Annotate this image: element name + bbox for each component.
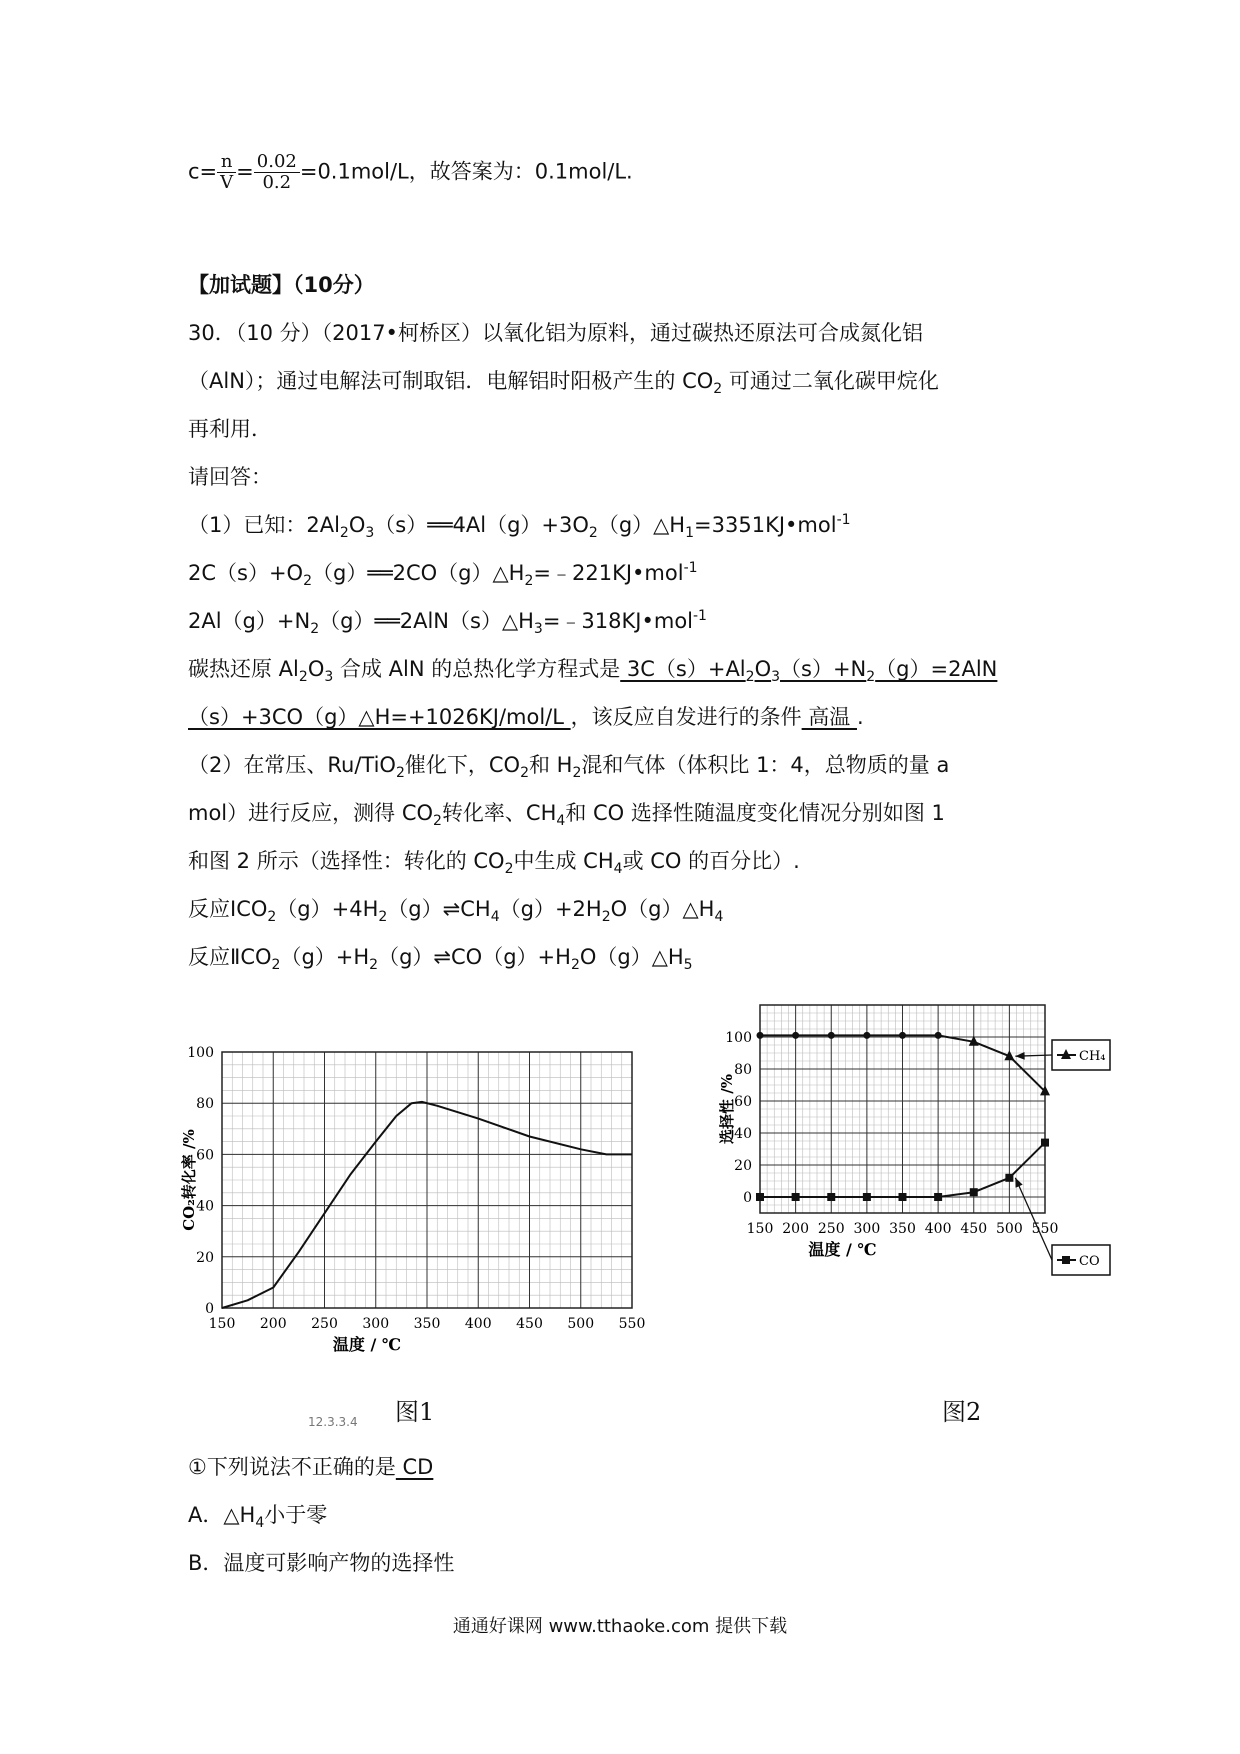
data-point <box>1041 1139 1049 1147</box>
y-tick-label: 100 <box>187 1045 214 1061</box>
y-axis-label: 选择性 /% <box>718 1074 736 1144</box>
answer-1-part-1: $3C(s)+Al_2O_3(s)+N_2(g)=2AlN$ <box>620 657 998 686</box>
figure-1-chart <box>180 1040 720 1370</box>
legend-label: CH₄ <box>1079 1049 1106 1064</box>
stray-text: 12.3.3.4 <box>308 1415 358 1429</box>
y-tick-label: 80 <box>734 1062 752 1078</box>
x-tick-label: 400 <box>924 1221 952 1237</box>
reaction-1: 反应$ⅠCO_2(g)+4H_2(g)\rightleftharpoons CH_4(g)+2H_2O(g)\triangle H_4$ <box>188 897 724 926</box>
section-title: 【加试题】（10分） <box>188 273 375 297</box>
x-tick-label: 150 <box>208 1316 236 1332</box>
callout-arrow <box>1015 1178 1052 1260</box>
multiple-choice-question: ①下列说法不正确的是 CD <box>188 1455 434 1479</box>
data-point <box>757 1032 764 1039</box>
answer-line: （s）+3CO（g）△H=+1026KJ/mol/L ，该反应自发进行的条件 高温 . <box>188 705 864 729</box>
x-tick-label: 350 <box>413 1316 441 1332</box>
data-point <box>863 1032 870 1039</box>
x-tick-label: 250 <box>311 1316 338 1332</box>
figure-2-caption: 图2 <box>942 1398 982 1426</box>
legend-marker <box>1062 1256 1070 1264</box>
answer-2: 高温 <box>801 705 857 729</box>
data-point <box>828 1032 835 1039</box>
x-tick-label: 350 <box>889 1221 916 1237</box>
x-tick-label: 200 <box>782 1221 809 1237</box>
question-line-1: 30．（10 分）（2017•柯桥区）以氧化铝为原料，通过碳热还原法可合成氮化铝 <box>188 321 923 345</box>
total-equation-prompt: 碳热还原 $Al_2O_3$ 合成 AlN 的总热化学方程式是 $3C(s)+Al_2O_3(s)+N_2(g)=2AlN$ <box>188 657 998 686</box>
x-tick-label: 150 <box>746 1221 774 1237</box>
x-tick-label: 550 <box>618 1316 646 1332</box>
footer-text: 通通好课网 www.tthaoke.com 提供下载 <box>452 1616 788 1637</box>
x-tick-label: 550 <box>1031 1221 1059 1237</box>
data-point <box>1005 1174 1013 1182</box>
equation-1: （1）已知：$2Al_2O_3(s)══4Al(g)+3O_2(g)\triangle H_1=3351KJ•mol^{-1}$ <box>188 512 851 542</box>
x-tick-label: 300 <box>853 1221 881 1237</box>
y-tick-label: 60 <box>196 1147 214 1164</box>
data-point <box>792 1032 799 1039</box>
y-tick-label: 20 <box>196 1249 214 1266</box>
data-point <box>899 1032 906 1039</box>
y-tick-label: 60 <box>734 1094 752 1110</box>
y-tick-label: 0 <box>205 1301 214 1317</box>
answer-1-part-2: （s）+3CO（g）△H=+1026KJ/mol/L <box>188 705 571 729</box>
x-tick-label: 200 <box>259 1316 287 1332</box>
y-tick-label: 80 <box>196 1096 214 1113</box>
y-axis-label: CO₂转化率 /% <box>180 1129 198 1231</box>
question-line-3: 再利用． <box>188 417 272 441</box>
fraction-values: $\frac{0.02}{0.2}$ <box>254 152 300 193</box>
y-tick-label: 40 <box>196 1198 214 1215</box>
y-tick-label: 0 <box>743 1190 752 1206</box>
part-2-line-1: （2）在常压、Ru/TiO$_2$催化下，$CO_2$和 $H_2$混和气体（体积比 1：4，总物质的量 a <box>188 753 950 782</box>
ask-line: 请回答： <box>188 465 272 489</box>
part-2-line-2: mol）进行反应，测得 $CO_2$转化率、$CH_4$和 CO 选择性随温度变化情况分别如图 1 <box>188 801 945 830</box>
x-tick-label: 500 <box>996 1221 1023 1237</box>
part-2-line-3: 和图 2 所示（选择性：转化的 $CO_2$中生成 $CH_4$或 CO 的百分比）. <box>188 849 800 878</box>
data-point <box>756 1193 764 1201</box>
x-tick-label: 450 <box>516 1316 543 1332</box>
option-a: A．$\triangle H_4$小于零 <box>188 1503 328 1532</box>
data-point <box>827 1193 835 1201</box>
x-axis-label: 温度 / ℃ <box>808 1240 877 1259</box>
data-point <box>935 1032 942 1039</box>
data-point <box>970 1188 978 1196</box>
data-point <box>934 1193 942 1201</box>
x-tick-label: 300 <box>362 1316 390 1332</box>
x-tick-label: 250 <box>817 1221 845 1237</box>
reaction-2: 反应$ⅡCO_2(g)+H_2(g)\rightleftharpoons CO(g)+H_2O(g)\triangle H_5$ <box>188 945 693 974</box>
x-axis-label: 温度 / ℃ <box>332 1335 402 1354</box>
x-tick-label: 450 <box>960 1221 988 1237</box>
y-tick-label: 40 <box>734 1126 752 1142</box>
data-point <box>792 1193 800 1201</box>
figure-2-chart <box>720 995 1165 1390</box>
figure-1-caption: 图1 <box>395 1398 435 1426</box>
concentration-formula: c= $\frac{n}{V}$ = $\frac{0.02}{0.2}$ =0.1mol/L，故答案为：0.1mol/L. <box>188 151 633 193</box>
data-point <box>863 1193 871 1201</box>
fraction-n-over-v: $\frac{n}{V}$ <box>217 152 236 193</box>
y-tick-label: 20 <box>734 1158 752 1174</box>
equation-2: $2C(s)+O_2(g)══2CO(g)\triangle H_2=﹣221KJ•mol^{-1}$ <box>188 560 698 590</box>
legend-label: CO <box>1079 1254 1100 1269</box>
data-point <box>899 1193 907 1201</box>
equation-3: $2Al(g)+N_2(g)══2AlN(s)\triangle H_3=﹣318KJ•mol^{-1}$ <box>188 608 707 638</box>
multiple-choice-answer: CD <box>395 1455 434 1479</box>
question-line-2: （AlN）；通过电解法可制取铝．电解铝时阳极产生的 $CO_2$ 可通过二氧化碳甲烷化 <box>188 369 939 398</box>
option-b: B．温度可影响产物的选择性 <box>188 1551 455 1575</box>
x-tick-label: 500 <box>567 1316 595 1332</box>
x-tick-label: 400 <box>464 1316 492 1332</box>
y-tick-label: 100 <box>725 1030 752 1046</box>
